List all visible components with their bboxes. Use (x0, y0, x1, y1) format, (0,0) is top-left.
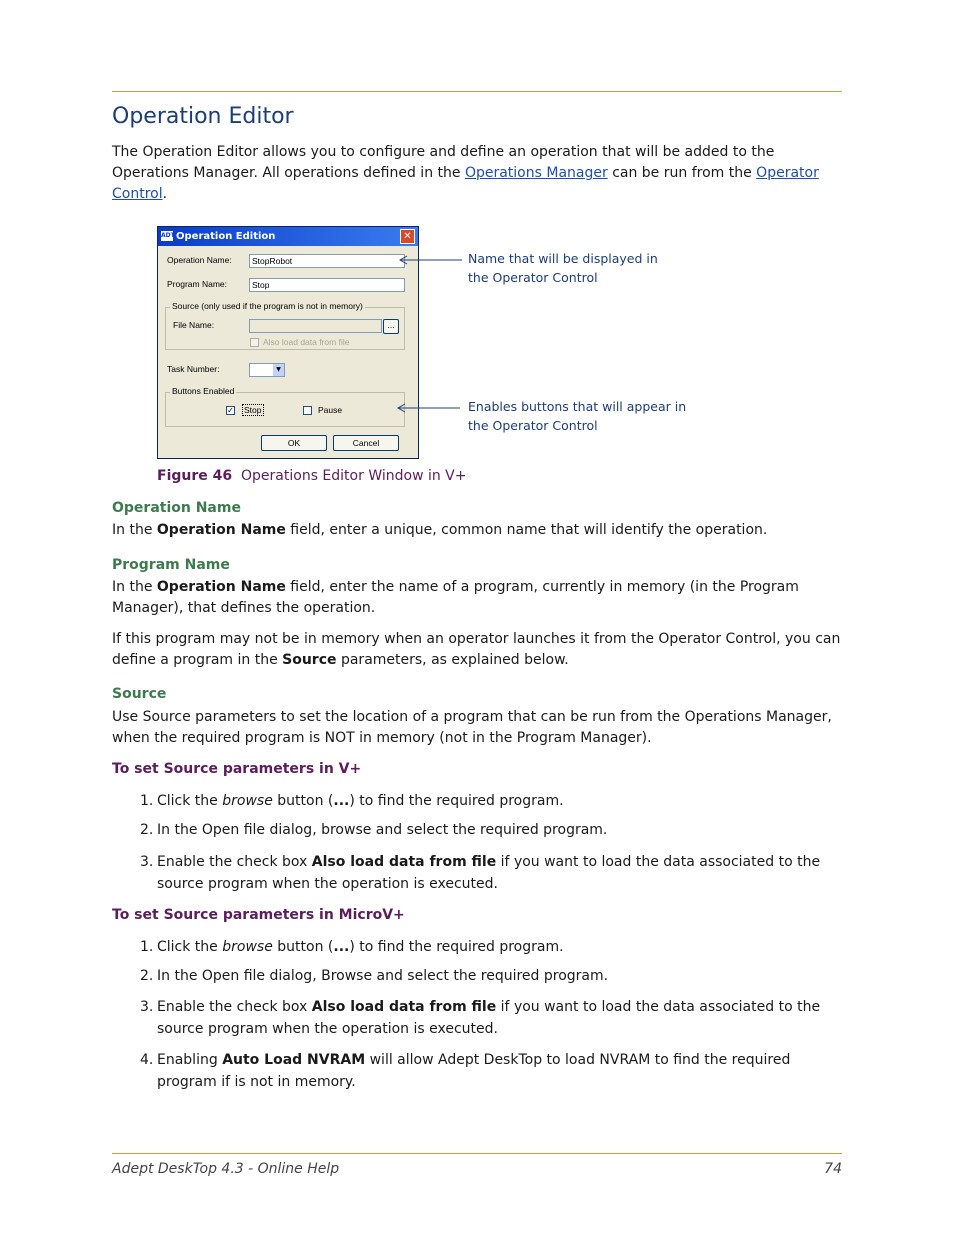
page-title: Operation Editor (112, 104, 294, 129)
figure-number: Figure 46 (157, 468, 233, 484)
operations-manager-link[interactable]: Operations Manager (464, 165, 608, 181)
program-name-heading: Program Name (112, 557, 230, 573)
list-item: 2. In the Open file dialog, Browse and select the required program. (140, 968, 609, 984)
program-name-field[interactable]: Stop (249, 278, 405, 292)
source-paragraph: Use Source parameters to set the location of a program that can be run from the Operations Manager, when the required program is NOT in memory (not in the Program Manager). (112, 709, 832, 746)
list-item: 4. Enabling Auto Load NVRAM will allow Adept DeskTop to load NVRAM to find the required program if is not in memory. (140, 1052, 791, 1090)
list-item: 2. In the Open file dialog, browse and select the required program. (140, 822, 608, 838)
stop-checkbox[interactable]: ✓ (227, 406, 234, 415)
dialog-title: Operation Edition (176, 231, 276, 242)
buttons-enabled-label: Buttons Enabled (172, 386, 235, 396)
name-callout: Name that will be displayed in the Operator Control (468, 251, 658, 285)
list-item: 3. Enable the check box Also load data from file if you want to load the data associated to the source program when the operation is executed. (140, 854, 821, 892)
program-name-paragraph-1: In the Operation Name field, enter the name of a program, currently in memory (in the Program Manager), that defines the operation. (112, 579, 799, 616)
close-icon[interactable]: ✕ (400, 229, 415, 244)
stop-label: Stop (244, 405, 262, 415)
source-group-label: Source (only used if the program is not in memory) (172, 301, 363, 311)
file-name-label: File Name: (173, 320, 215, 330)
operator-control-link[interactable]: Operator Control (112, 165, 819, 202)
name-callout-arrow (400, 256, 462, 264)
pause-label: Pause (318, 405, 343, 415)
footer-title: Adept DeskTop 4.3 - Online Help (112, 1161, 340, 1177)
also-load-label: Also load data from file (263, 337, 350, 347)
ok-button[interactable]: OK (261, 435, 327, 451)
browse-button[interactable]: ... (383, 319, 399, 334)
microv-procedure-heading: To set Source parameters in MicroV+ (112, 907, 405, 923)
app-icon: ADT (161, 232, 175, 239)
program-name-paragraph-2: If this program may not be in memory when an operator launches it from the Operator Control, you can define a program in the Source parameters, as explained below. (112, 631, 841, 668)
operation-name-field[interactable]: StopRobot (249, 254, 405, 268)
buttons-callout: Enables buttons that will appear in the Operator Control (468, 399, 687, 433)
operation-name-heading: Operation Name (112, 500, 241, 516)
cancel-button[interactable]: Cancel (333, 435, 399, 451)
footer-rule (112, 1153, 842, 1154)
program-name-label: Program Name: (167, 279, 227, 289)
operation-name-label: Operation Name: (167, 255, 232, 265)
intro-paragraph: The Operation Editor allows you to configure and define an operation that will be added to the Operations Manager. All operations defined in the Operations Manager can be run from the Operator Control. (112, 144, 819, 202)
figure-caption: Figure 46 Operations Editor Window in V+ (157, 468, 467, 484)
list-item: 1. Click the browse button (...) to find the required program. (140, 939, 564, 955)
vplus-procedure-heading: To set Source parameters in V+ (112, 761, 362, 777)
buttons-callout-arrow (398, 404, 460, 412)
source-heading: Source (112, 686, 167, 702)
task-number-label: Task Number: (167, 364, 220, 374)
list-item: 1. Click the browse button (...) to find the required program. (140, 793, 564, 809)
list-item: 3. Enable the check box Also load data from file if you want to load the data associated to the source program when the operation is executed. (140, 999, 821, 1037)
page-number: 74 (824, 1161, 842, 1177)
operation-name-paragraph: In the Operation Name field, enter a unique, common name that will identify the operation. (112, 522, 768, 538)
chevron-down-icon[interactable]: ▼ (273, 364, 284, 376)
